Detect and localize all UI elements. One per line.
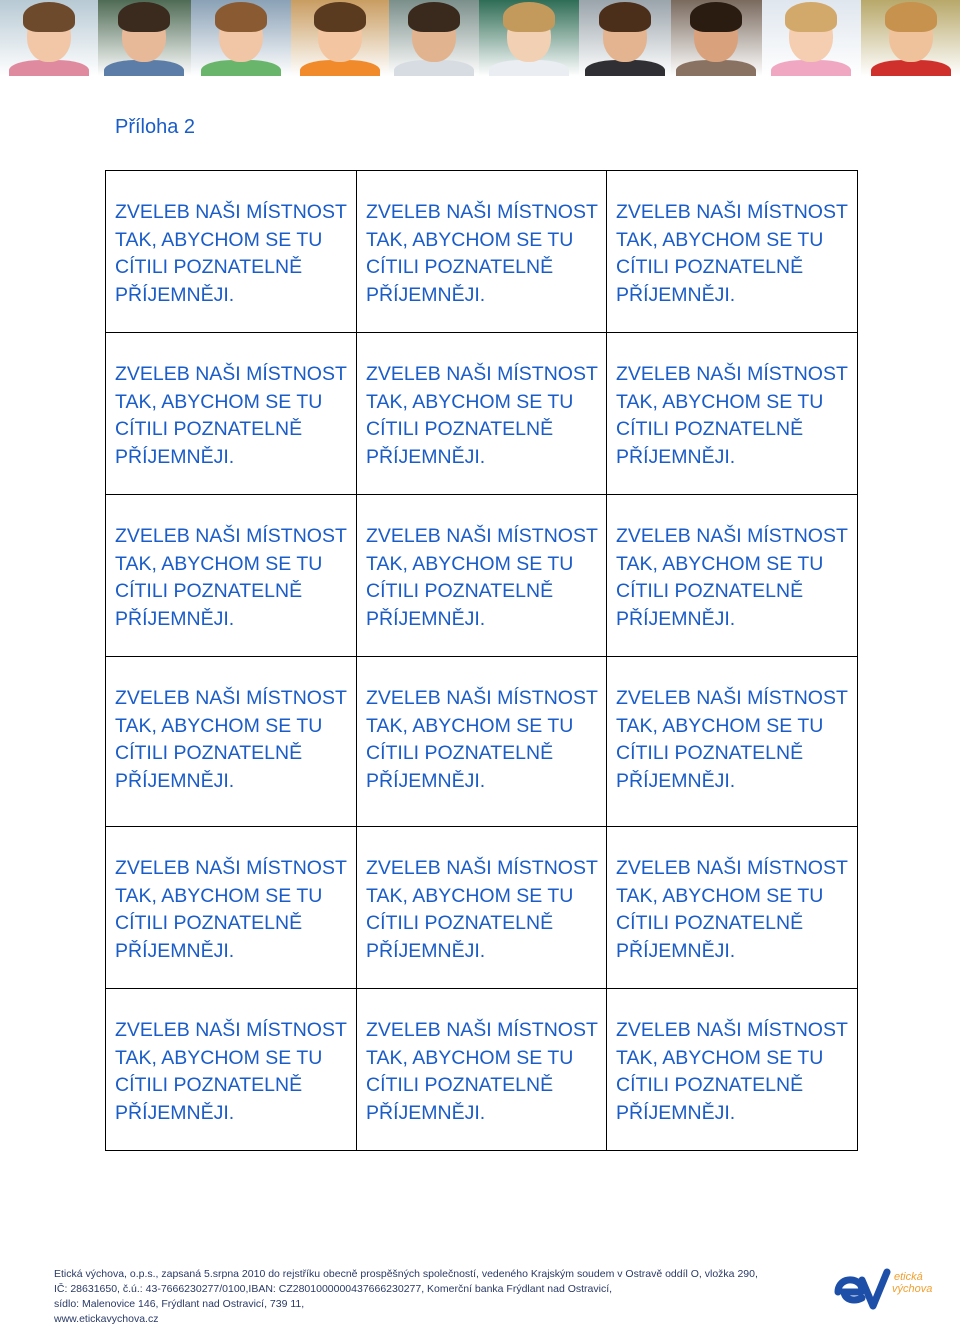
cut-out-card: [106, 495, 357, 657]
photo-boy-dark-hair: [671, 0, 762, 76]
cut-out-card: [357, 171, 607, 333]
card-text: ZVELEB NAŠI MÍSTNOST TAK, ABYCHOM SE TU CÍTILI POZNATELNĚ PŘÍJEMNĚJI.: [366, 201, 598, 306]
photo-girl-notebook: [191, 0, 291, 76]
card-text: ZVELEB NAŠI MÍSTNOST TAK, ABYCHOM SE TU CÍTILI POZNATELNĚ PŘÍJEMNĚJI.: [366, 1019, 598, 1124]
cut-out-card: [607, 495, 858, 657]
card-text: ZVELEB NAŠI MÍSTNOST TAK, ABYCHOM SE TU CÍTILI POZNATELNĚ PŘÍJEMNĚJI.: [366, 363, 598, 468]
card-row: [106, 989, 858, 1151]
card-grid: [105, 170, 858, 1151]
header-photo-banner: [0, 0, 960, 76]
footer-address-line: sídlo: Malenovice 146, Frýdlant nad Ostravicí, 739 11,: [54, 1298, 305, 1310]
cut-out-card: [607, 657, 858, 827]
cut-out-card: [106, 657, 357, 827]
cut-out-card: [357, 989, 607, 1151]
footer-company-line: Etická výchova, o.p.s., zapsaná 5.srpna 2010 do rejstříku obecně prospěšných společností, vedeného Krajským soudem v Ostravě oddíl O, vložka 290,: [54, 1268, 758, 1280]
card-text: ZVELEB NAŠI MÍSTNOST TAK, ABYCHOM SE TU CÍTILI POZNATELNĚ PŘÍJEMNĚJI.: [366, 687, 598, 792]
card-text: ZVELEB NAŠI MÍSTNOST TAK, ABYCHOM SE TU CÍTILI POZNATELNĚ PŘÍJEMNĚJI.: [616, 687, 848, 792]
card-text: ZVELEB NAŠI MÍSTNOST TAK, ABYCHOM SE TU CÍTILI POZNATELNĚ PŘÍJEMNĚJI.: [115, 687, 347, 792]
card-text: ZVELEB NAŠI MÍSTNOST TAK, ABYCHOM SE TU CÍTILI POZNATELNĚ PŘÍJEMNĚJI.: [115, 1019, 347, 1124]
card-text: ZVELEB NAŠI MÍSTNOST TAK, ABYCHOM SE TU CÍTILI POZNATELNĚ PŘÍJEMNĚJI.: [366, 525, 598, 630]
footer: [54, 1267, 814, 1327]
eticka-vychova-logo: [832, 1262, 942, 1314]
card-text: ZVELEB NAŠI MÍSTNOST TAK, ABYCHOM SE TU CÍTILI POZNATELNĚ PŘÍJEMNĚJI.: [616, 1019, 848, 1124]
card-text: ZVELEB NAŠI MÍSTNOST TAK, ABYCHOM SE TU CÍTILI POZNATELNĚ PŘÍJEMNĚJI.: [115, 525, 347, 630]
photo-girl-pink: [762, 0, 862, 76]
card-row: [106, 827, 858, 989]
cut-out-card: [607, 333, 858, 495]
card-text: ZVELEB NAŠI MÍSTNOST TAK, ABYCHOM SE TU CÍTILI POZNATELNĚ PŘÍJEMNĚJI.: [115, 363, 347, 468]
cut-out-card: [607, 171, 858, 333]
photo-boy-chalkboard: [98, 0, 191, 76]
card-text: ZVELEB NAŠI MÍSTNOST TAK, ABYCHOM SE TU CÍTILI POZNATELNĚ PŘÍJEMNĚJI.: [115, 201, 347, 306]
photo-boy-red-shirt: [861, 0, 960, 76]
cut-out-card: [106, 171, 357, 333]
footer-bank-line: IČ: 28631650, č.ú.: 43-7666230277/0100,IBAN: CZ2801000000437666230277, Komerční banka Frýdlant nad Ostravicí,: [54, 1283, 613, 1295]
card-row: [106, 657, 858, 827]
cut-out-card: [106, 989, 357, 1151]
photo-boy-teen: [579, 0, 671, 76]
cut-out-card: [357, 657, 607, 827]
page-title: Příloha 2: [115, 116, 196, 138]
card-text: ZVELEB NAŠI MÍSTNOST TAK, ABYCHOM SE TU CÍTILI POZNATELNĚ PŘÍJEMNĚJI.: [616, 201, 848, 306]
cut-out-card: [607, 989, 858, 1151]
cut-out-card: [357, 827, 607, 989]
cut-out-card: [106, 333, 357, 495]
photo-girl-smiling: [0, 0, 98, 76]
cut-out-card: [357, 495, 607, 657]
card-row: [106, 171, 858, 333]
logo-word-vychova: výchova: [892, 1283, 933, 1295]
card-row: [106, 495, 858, 657]
card-row: [106, 333, 858, 495]
cut-out-card: [106, 827, 357, 989]
card-text: ZVELEB NAŠI MÍSTNOST TAK, ABYCHOM SE TU CÍTILI POZNATELNĚ PŘÍJEMNĚJI.: [366, 857, 598, 962]
card-text: ZVELEB NAŠI MÍSTNOST TAK, ABYCHOM SE TU CÍTILI POZNATELNĚ PŘÍJEMNĚJI.: [616, 857, 848, 962]
cut-out-card: [357, 333, 607, 495]
cut-out-card: [607, 827, 858, 989]
card-text: ZVELEB NAŠI MÍSTNOST TAK, ABYCHOM SE TU CÍTILI POZNATELNĚ PŘÍJEMNĚJI.: [616, 525, 848, 630]
photo-girl-braids: [479, 0, 579, 76]
photo-boy-orange-shirt: [291, 0, 389, 76]
card-text: ZVELEB NAŠI MÍSTNOST TAK, ABYCHOM SE TU CÍTILI POZNATELNĚ PŘÍJEMNĚJI.: [115, 857, 347, 962]
footer-website-link[interactable]: www.etickavychova.cz: [54, 1313, 159, 1325]
card-text: ZVELEB NAŠI MÍSTNOST TAK, ABYCHOM SE TU CÍTILI POZNATELNĚ PŘÍJEMNĚJI.: [616, 363, 848, 468]
logo-word-eticka: etická: [894, 1271, 923, 1283]
photo-boy-laptop: [389, 0, 480, 76]
